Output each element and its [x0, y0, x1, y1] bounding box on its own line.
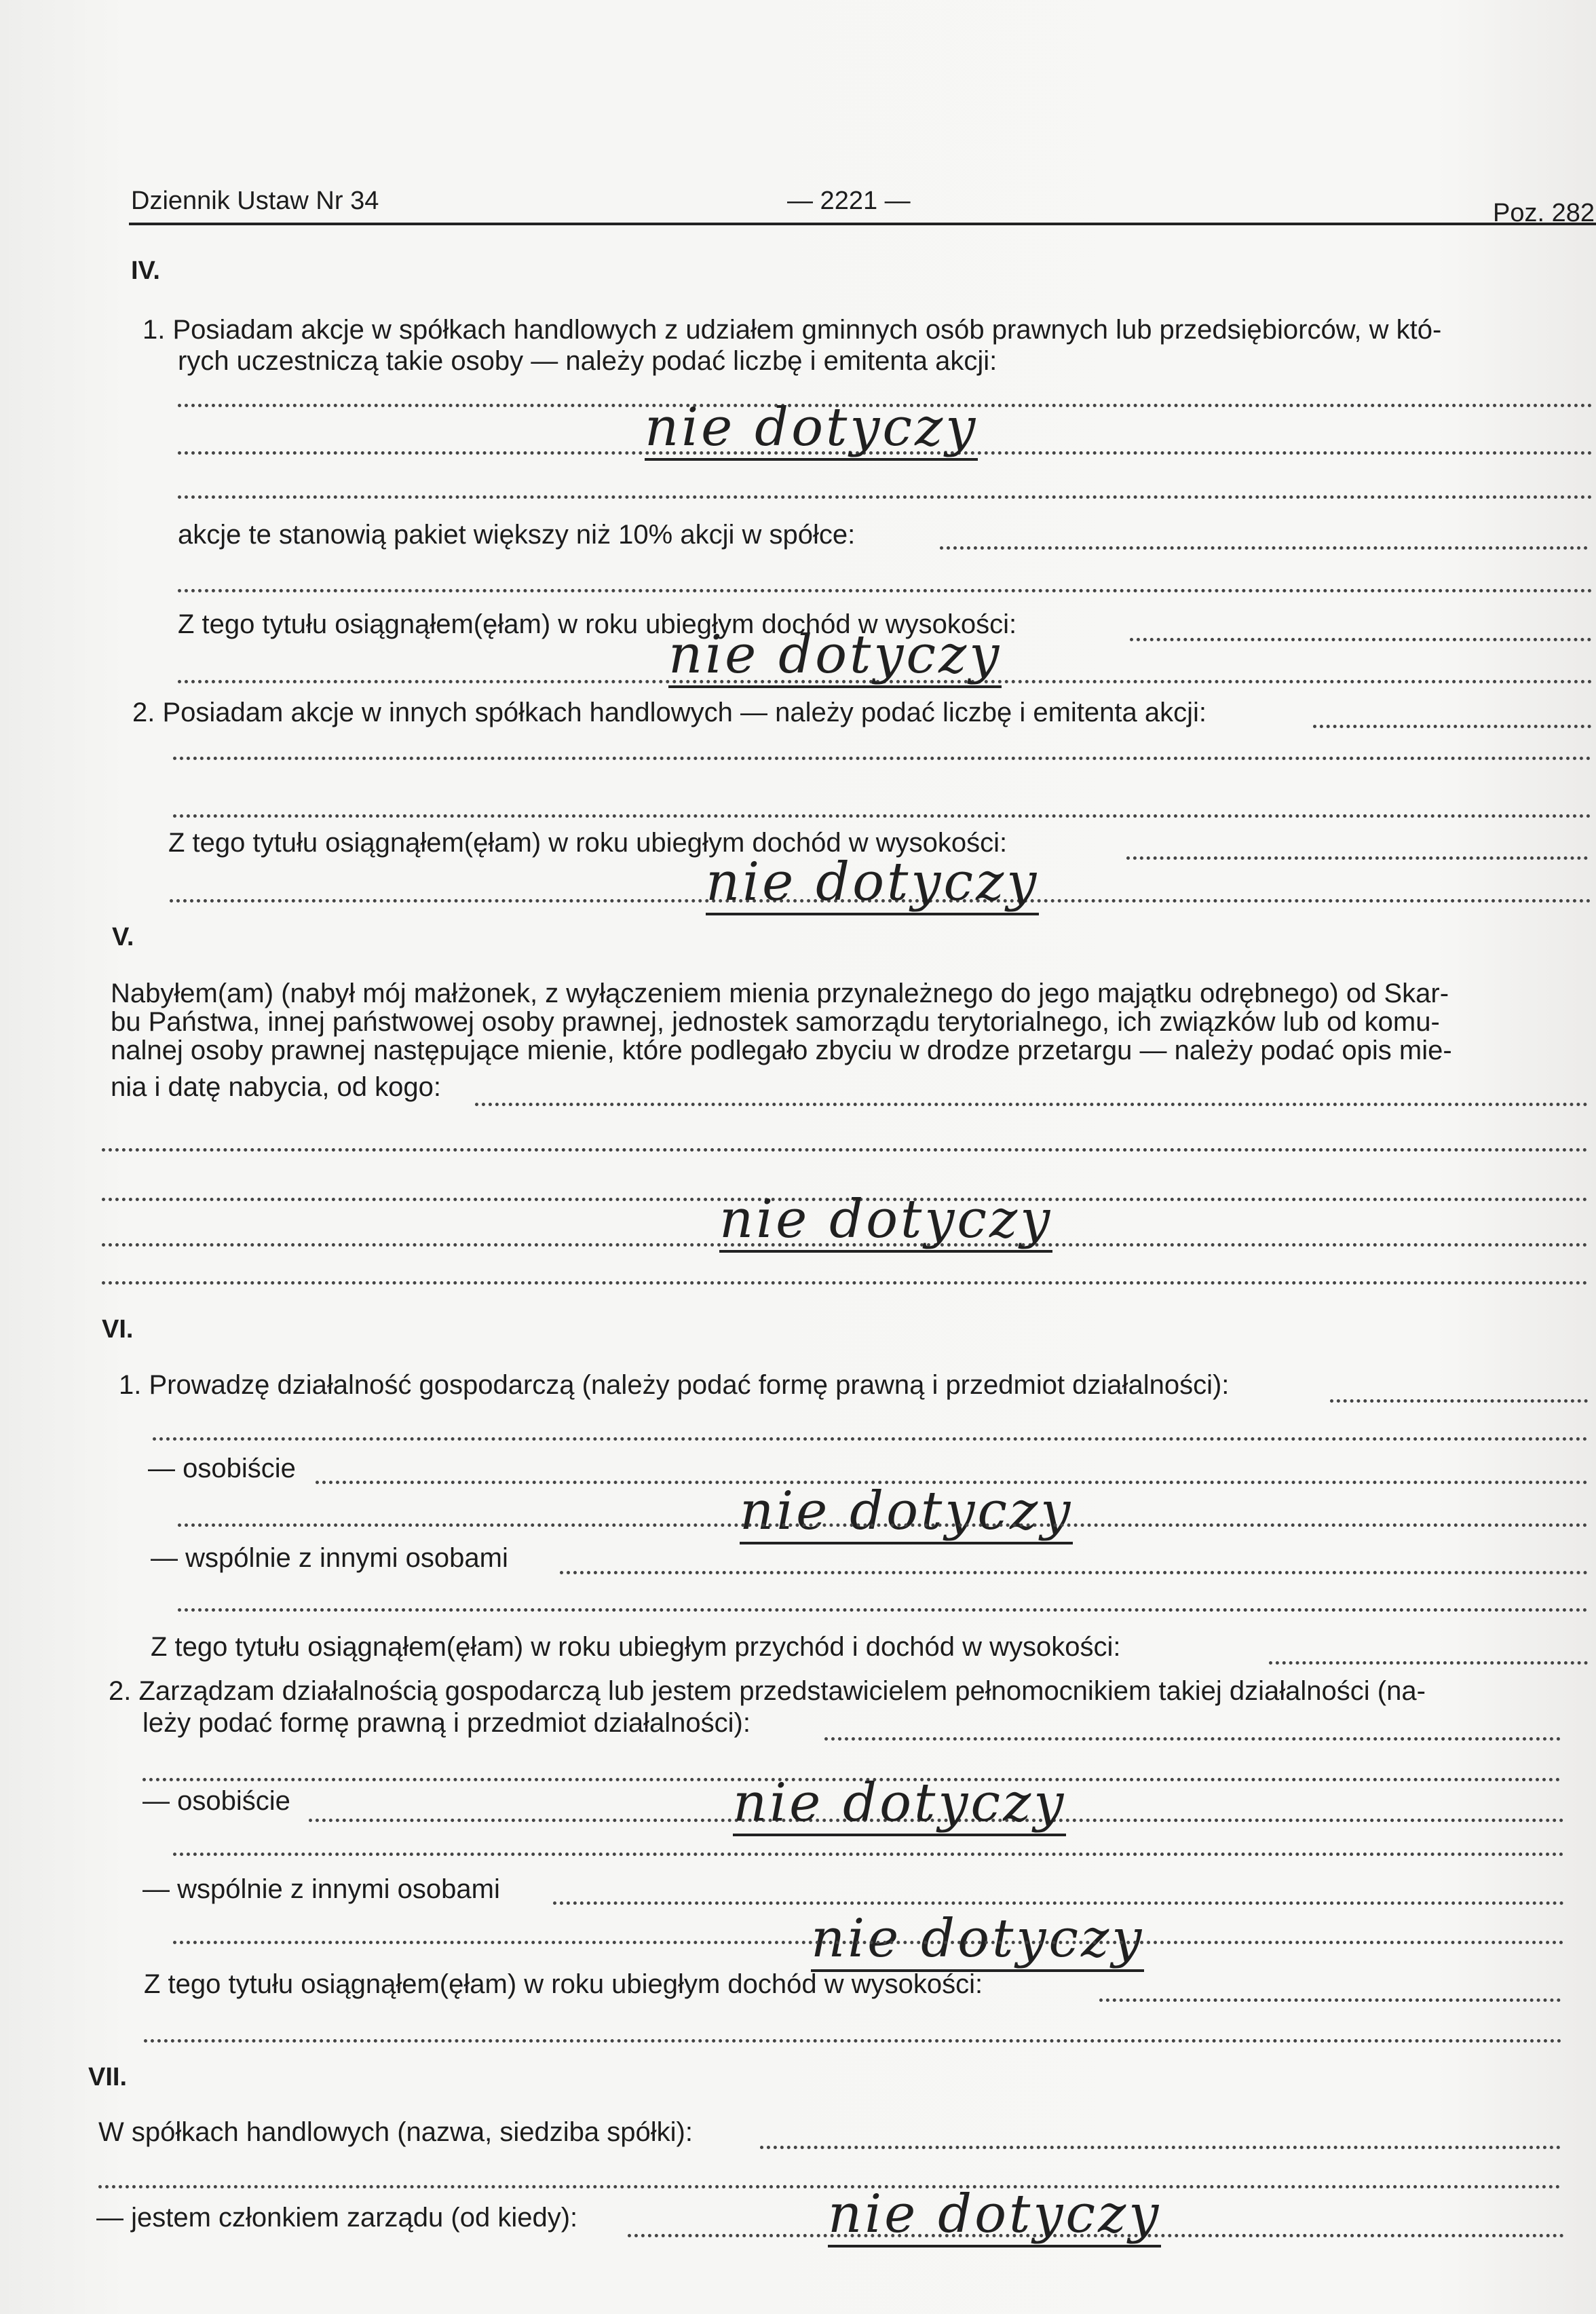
dotted-line — [940, 546, 1588, 550]
handwritten-answer: nie dotyczy — [719, 1189, 1052, 1253]
dotted-line — [1126, 856, 1588, 860]
handwritten-answer: nie dotyczy — [645, 397, 978, 461]
section-iv-packet-label: akcje te stanowią pakiet większy niż 10% akcji w spółce: — [178, 520, 856, 550]
section-vii-board-label: — jestem członkiem zarządu (od kiedy): — [96, 2203, 578, 2233]
section-vii-heading: VII. — [88, 2063, 128, 2091]
section-iv-item1-line1: 1. Posiadam akcje w spółkach handlowych z udziałem gminnych osób prawnych lub przedsiębiorców, w któ- — [142, 315, 1442, 345]
position-number: Poz. 282 — [1493, 199, 1595, 227]
section-v-heading: V. — [112, 923, 134, 951]
section-vi-income-1-label: Z tego tytułu osiągnąłem(ęłam) w roku ubiegłym przychód i dochód w wysokości: — [151, 1632, 1121, 1662]
dotted-line — [1330, 1399, 1588, 1403]
header-rule — [129, 223, 1596, 225]
dotted-line — [173, 1941, 1564, 1944]
section-vi-item1-label: 1. Prowadzę działalność gospodarczą (należy podać formę prawną i przedmiot działalności): — [119, 1370, 1230, 1400]
handwritten-answer: nie dotyczy — [733, 1772, 1066, 1836]
dotted-line — [475, 1103, 1588, 1106]
journal-title: Dziennik Ustaw Nr 34 — [131, 187, 379, 215]
page-number: — 2221 — — [787, 187, 911, 215]
dotted-line — [144, 2039, 1562, 2043]
handwritten-answer: nie dotyczy — [668, 624, 1002, 688]
handwritten-answer: nie dotyczy — [706, 852, 1039, 915]
section-v-line2: bu Państwa, innej państwowej osoby prawnej, jednostek samorządu terytorialnego, ich związków lub od komu- — [111, 1007, 1440, 1037]
dotted-line — [553, 1901, 1564, 1905]
dotted-line — [1130, 638, 1591, 641]
dotted-line — [1313, 725, 1591, 728]
section-vii-companies-label: W spółkach handlowych (nazwa, siedziba spółki): — [98, 2117, 693, 2147]
dotted-line — [760, 2146, 1561, 2149]
dotted-line — [153, 1437, 1588, 1441]
section-v-line4: nia i datę nabycia, od kogo: — [111, 1072, 442, 1102]
section-iv-income-2-label: Z tego tytułu osiągnąłem(ęłam) w roku ubiegłym dochód w wysokości: — [168, 828, 1008, 858]
dotted-line — [1099, 1998, 1561, 2002]
dotted-line — [178, 495, 1593, 499]
section-vi-income-2-label: Z tego tytułu osiągnąłem(ęłam) w roku ubiegłym dochód w wysokości: — [144, 1969, 983, 1999]
section-vi-personal-1-label: — osobiście — [148, 1454, 296, 1483]
dotted-line — [1269, 1661, 1588, 1665]
section-v-line3: nalnej osoby prawnej następujące mienie, które podlegało zbyciu w drodze przetargu — należy podać opis mie- — [111, 1036, 1452, 1065]
dotted-line — [102, 1281, 1588, 1285]
section-iv-income-1-label: Z tego tytułu osiągnąłem(ęłam) w roku ubiegłym dochód w wysokości: — [178, 609, 1017, 639]
dotted-line — [178, 1523, 1588, 1527]
dotted-line — [102, 1148, 1588, 1152]
section-iv-heading: IV. — [131, 257, 160, 285]
section-vi-heading: VI. — [102, 1315, 134, 1344]
dotted-line — [178, 1608, 1588, 1612]
section-iv-item2-label: 2. Posiadam akcje w innych spółkach handlowych — należy podać liczbę i emitenta akcji: — [132, 698, 1207, 727]
section-iv-item1-line2: rych uczestniczą takie osoby — należy podać liczbę i emitenta akcji: — [178, 346, 998, 376]
dotted-line — [560, 1571, 1588, 1574]
dotted-line — [173, 1853, 1564, 1856]
section-vi-item2-line1: 2. Zarządzam działalnością gospodarczą lub jestem przedstawicielem pełnomocnikiem takiej działalności (na- — [109, 1676, 1426, 1706]
section-vi-personal-2-label: — osobiście — [142, 1786, 290, 1816]
handwritten-answer: nie dotyczy — [811, 1908, 1144, 1972]
section-v-line1: Nabyłem(am) (nabył mój małżonek, z wyłączeniem mienia przynależnego do jego majątku odrębnego) od Skar- — [111, 979, 1449, 1008]
dotted-line — [173, 814, 1591, 818]
dotted-line — [178, 589, 1593, 592]
section-vi-joint-1-label: — wspólnie z innymi osobami — [151, 1543, 508, 1573]
handwritten-answer: nie dotyczy — [828, 2184, 1161, 2247]
section-vi-joint-2-label: — wspólnie z innymi osobami — [142, 1874, 500, 1904]
dotted-line — [173, 757, 1591, 760]
dotted-line — [824, 1737, 1561, 1741]
section-vi-item2-line2: leży podać formę prawną i przedmiot działalności): — [142, 1708, 750, 1738]
handwritten-answer: nie dotyczy — [740, 1481, 1073, 1544]
